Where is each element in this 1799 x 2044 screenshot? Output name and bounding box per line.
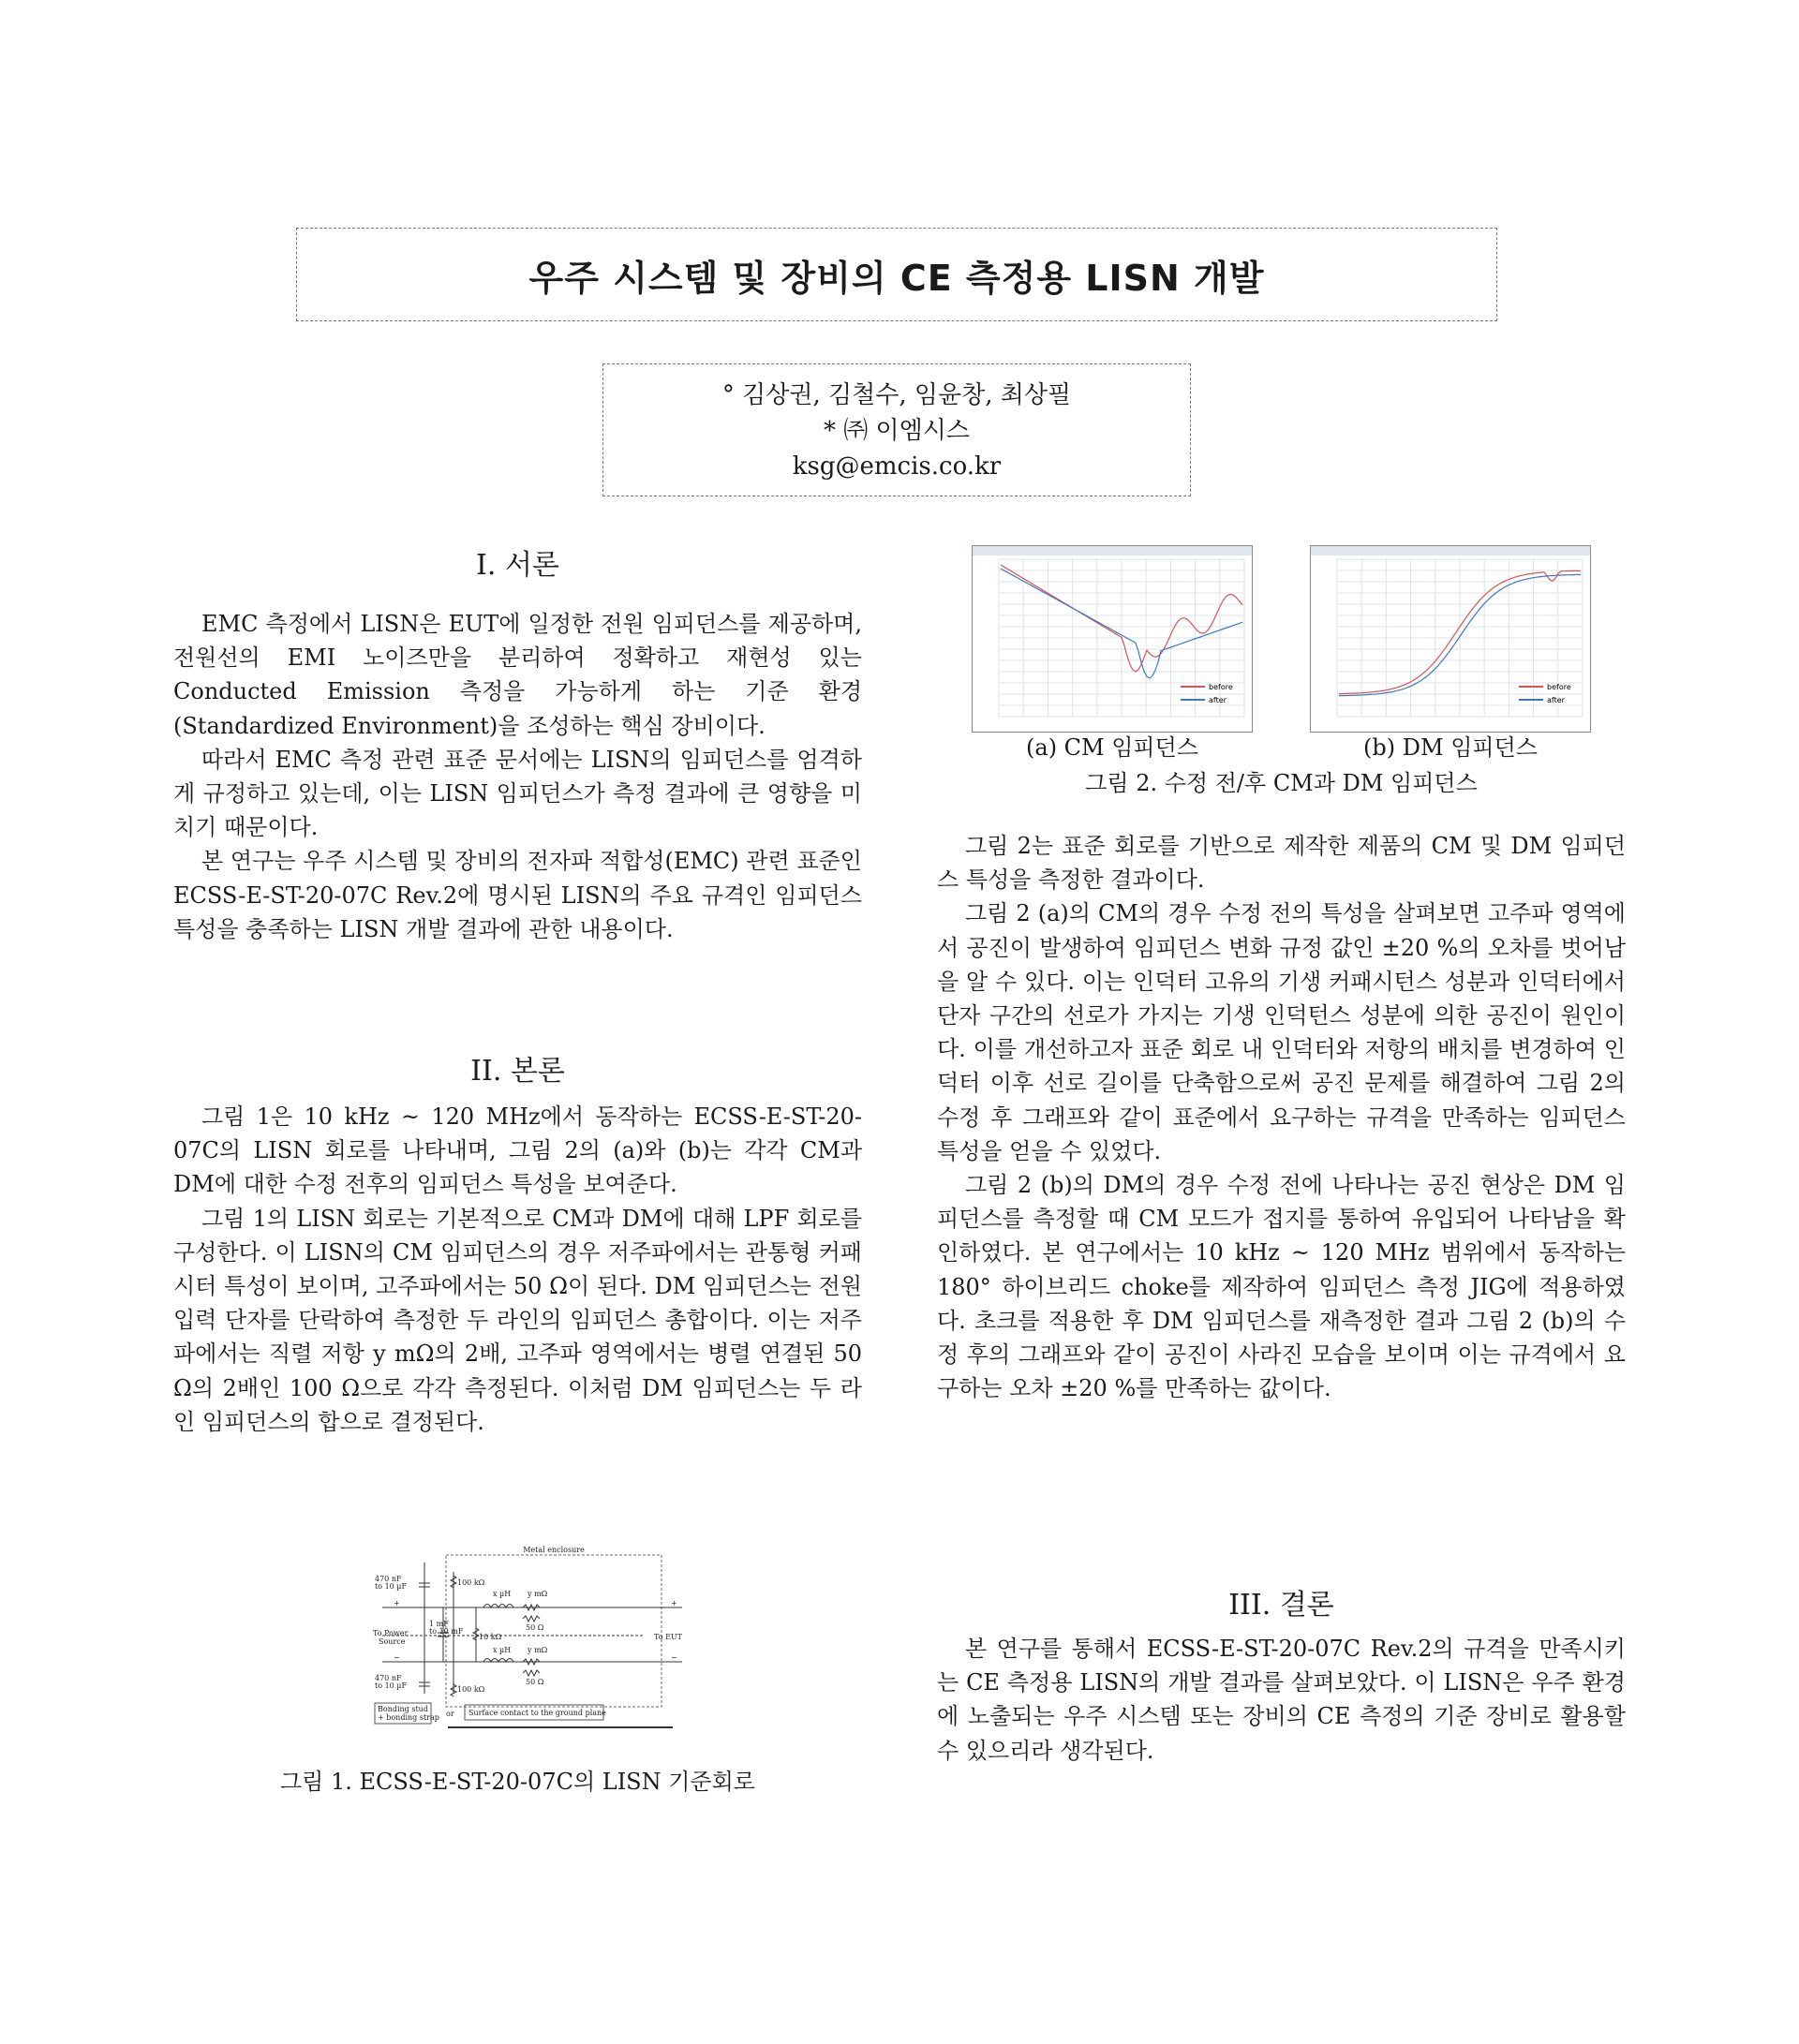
legend-before-text: before <box>1547 683 1571 691</box>
plus-right: + <box>671 1599 677 1607</box>
legend-after-text: after <box>1547 696 1565 704</box>
cap-top-range: to 10 µF <box>375 1582 408 1591</box>
cap-mid-label: 1 mF <box>429 1620 449 1628</box>
stud-label: Bonding stud <box>378 1705 428 1713</box>
intro-text <box>173 607 862 946</box>
fig1-caption: 그림 1. ECSS-E-ST-20-07C의 LISN 기준회로 <box>280 1769 755 1795</box>
dm-chart-header <box>1311 546 1590 555</box>
cm-chart-header <box>973 546 1252 555</box>
dm-chart-svg <box>1311 546 1590 732</box>
surface-label: Surface contact to the ground plane <box>468 1709 606 1717</box>
legend-before-text: before <box>1209 683 1233 691</box>
author-email: ksg@emcis.co.kr <box>792 452 1002 481</box>
body-heading: II. 본론 <box>470 1055 565 1088</box>
ry-top-label: y mΩ <box>528 1590 548 1598</box>
enclosure-label: Metal enclosure <box>523 1546 585 1554</box>
cm-chart-svg <box>973 546 1252 732</box>
author-names: ° 김상권, 김철수, 임윤창, 최상필 <box>721 381 1072 409</box>
res-top-label: 100 kΩ <box>457 1578 485 1587</box>
intro-paragraph: EMC 측정에서 LISN은 EUT에 일정한 전원 임피던스를 제공하며, 전원선의 EMI 노이즈만을 분리하여 정확하고 재현성 있는 Conducted Emission 측정을 가능하게 하는 기준 환경(Standardized Environment)을 조성하는 핵심 장비이다. <box>173 611 862 739</box>
conclusion-heading: III. 결론 <box>1228 1589 1334 1622</box>
paper-title: 우주 시스템 및 장비의 CE 측정용 LISN 개발 <box>528 257 1265 299</box>
title-box <box>296 228 1497 321</box>
author-affiliation: * ㈜ 이엠시스 <box>824 417 970 445</box>
author-box <box>602 363 1191 496</box>
conclusion-text <box>937 1632 1626 1768</box>
cap-bot-range: to 10 µF <box>375 1681 408 1690</box>
ind-top-label: x µH <box>493 1590 512 1598</box>
ind-bot-label: x µH <box>493 1646 512 1654</box>
cap-bot-label: 470 nF <box>375 1674 402 1682</box>
or-label: or <box>446 1710 454 1718</box>
intro-heading: I. 서론 <box>476 549 559 582</box>
conclusion-paragraph: 본 연구를 통해서 ECSS-E-ST-20-07C Rev.2의 규격을 만족시키는 CE 측정용 LISN의 개발 결과를 살펴보았다. 이 LISN은 우주 환경에 노출되는 우주 시스템 또는 장비의 CE 측정의 기준 장비로 활용할 수 있으리라 생각된다. <box>937 1636 1626 1764</box>
dm-impedance-chart <box>1310 545 1591 733</box>
minus-left: − <box>394 1653 400 1662</box>
r50-bot-label: 50 Ω <box>526 1678 544 1686</box>
minus-right: − <box>671 1653 677 1662</box>
fig2b-label: (b) DM 임피던스 <box>1363 734 1538 761</box>
r50-top-label: 50 Ω <box>526 1623 544 1632</box>
eut-label: To EUT <box>654 1633 682 1641</box>
plus-left: + <box>394 1599 400 1607</box>
right-paragraph: 그림 2는 표준 회로를 기반으로 제작한 제품의 CM 및 DM 임피던스 특성을 측정한 결과이다. <box>937 833 1626 894</box>
ry-bot-label: y mΩ <box>528 1646 548 1654</box>
body-paragraph: 그림 1은 10 kHz ~ 120 MHz에서 동작하는 ECSS-E-ST-20-07C의 LISN 회로를 나타내며, 그림 2의 (a)와 (b)는 각각 CM과 DM에 대한 수정 전후의 임피던스 특성을 보여준다. <box>173 1103 862 1198</box>
right-text <box>937 829 1626 1405</box>
fig2a-label: (a) CM 임피던스 <box>1026 734 1198 761</box>
cm-impedance-chart <box>972 545 1253 733</box>
right-paragraph: 그림 2 (a)의 CM의 경우 수정 전의 특성을 살펴보면 고주파 영역에서 공진이 발생하여 임피던스 변화 규정 값인 ±20 %의 오차를 벗어남을 알 수 있다. 이는 인덕터 고유의 기생 커패시턴스 성분과 인덕터에서 단자 구간의 선로가 가지는 기생 인덕턴스 성분에 의한 공진이 원인이다. 이를 개선하고자 표준 회로 내 인덕터와 저항의 배치를 변경하여 인덕터 이후 선로 길이를 단축함으로써 공진 문제를 해결하여 그림 2의 수정 후 그래프와 같이 표준에서 요구하는 규격을 만족하는 임피던스 특성을 얻을 수 있었다. <box>937 900 1626 1164</box>
res-mid-label: 10 kΩ <box>479 1633 502 1641</box>
lisn-circuit-diagram <box>373 1544 696 1740</box>
right-paragraph: 그림 2 (b)의 DM의 경우 수정 전에 나타나는 공진 현상은 DM 임피던스를 측정할 때 CM 모드가 접지를 통하여 유입되어 나타남을 확인하였다. 본 연구에서는 10 kHz ~ 120 MHz 범위에서 동작하는 180° 하이브리드 choke를 제작하여 임피던스 측정 JIG에 적용하였다. 초크를 적용한 후 DM 임피던스를 재측정한 결과 그림 2 (b)의 수정 후의 그래프와 같이 공진이 사라진 모습을 보이며 이는 규격에서 요구하는 오차 ±20 %를 만족하는 값이다. <box>937 1172 1626 1402</box>
stud-label-2: + bonding strap <box>378 1713 439 1722</box>
dm-grid <box>1337 559 1583 717</box>
legend-after-text: after <box>1209 696 1227 704</box>
cap-mid-range: to 10 mF <box>429 1627 464 1636</box>
res-bot-label: 100 kΩ <box>457 1685 485 1694</box>
source-label: To Power <box>373 1629 409 1637</box>
body-paragraph: 그림 1의 LISN 회로는 기본적으로 CM과 DM에 대해 LPF 회로를 구성한다. 이 LISN의 CM 임피던스의 경우 저주파에서는 관통형 커패시터 특성이 보이며, 고주파에서는 50 Ω이 된다. DM 임피던스는 전원 입력 단자를 단락하여 측정한 두 라인의 임피던스 총합이다. 이는 저주파에서는 직렬 저항 y mΩ의 2배, 고주파 영역에서는 병렬 연결된 50 Ω의 2배인 100 Ω으로 각각 측정된다. 이처럼 DM 임피던스는 두 라인 임피던스의 합으로 결정된다. <box>173 1205 862 1435</box>
intro-paragraph: 본 연구는 우주 시스템 및 장비의 전자파 적합성(EMC) 관련 표준인 ECSS-E-ST-20-07C Rev.2에 명시된 LISN의 주요 규격인 임피던스 특성을 충족하는 LISN 개발 결과에 관한 내용이다. <box>173 848 862 942</box>
source-label-2: Source <box>379 1637 406 1646</box>
body-text <box>173 1100 862 1439</box>
intro-paragraph: 따라서 EMC 측정 관련 표준 문서에는 LISN의 임피던스를 엄격하게 규정하고 있는데, 이는 LISN 임피던스가 측정 결과에 큰 영향을 미치기 때문이다. <box>173 746 862 841</box>
cap-top-label: 470 nF <box>375 1575 402 1583</box>
fig2-caption: 그림 2. 수정 전/후 CM과 DM 임피던스 <box>1085 770 1478 796</box>
